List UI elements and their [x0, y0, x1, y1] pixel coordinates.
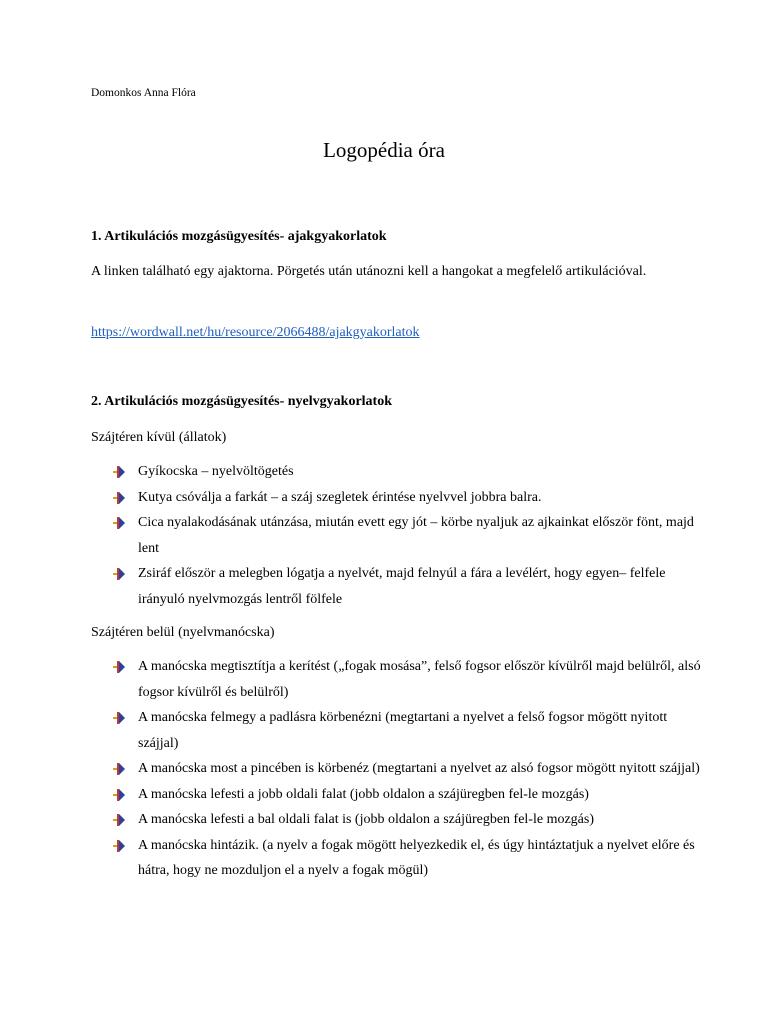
- list-item: Kutya csóválja a farkát – a száj szegletek érintése nyelvvel jobbra balra.: [113, 485, 703, 511]
- arrow-bullet-icon: [113, 466, 126, 478]
- list-item: A manócska most a pincében is körbenéz (megtartani a nyelvet az alsó fogsor mögött nyitott szájjal): [113, 756, 703, 782]
- arrow-bullet-icon: [113, 789, 126, 801]
- list-item: A manócska felmegy a padlásra körbenézni (megtartani a nyelvet a felső fogsor mögött nyitott szájjal): [113, 705, 703, 756]
- inside-list: [113, 654, 703, 884]
- arrow-bullet-icon: [113, 840, 126, 852]
- inside-label: Szájtéren belül (nyelvmanócska): [91, 625, 275, 640]
- arrow-bullet-icon: [113, 517, 126, 529]
- arrow-bullet-icon: [113, 814, 126, 826]
- arrow-bullet-icon: [113, 763, 126, 775]
- author-name: Domonkos Anna Flóra: [91, 87, 196, 99]
- arrow-bullet-icon: [113, 568, 126, 580]
- arrow-bullet-icon: [113, 661, 126, 673]
- list-item: A manócska lefesti a jobb oldali falat (jobb oldalon a szájüregben fel-le mozgás): [113, 782, 703, 808]
- outside-label: Szájtéren kívül (állatok): [91, 430, 227, 445]
- list-item: A manócska lefesti a bal oldali falat is (jobb oldalon a szájüregben fel-le mozgás): [113, 807, 703, 833]
- arrow-bullet-icon: [113, 712, 126, 724]
- list-item: A manócska megtisztítja a kerítést („fogak mosása”, felső fogsor először kívülről majd belülről, alsó fogsor kívülről és belülről): [113, 654, 703, 705]
- list-item: Gyíkocska – nyelvöltögetés: [113, 459, 703, 485]
- list-item: Zsiráf először a melegben lógatja a nyelvét, majd felnyúl a fára a levélért, hogy egyen– felfele irányuló nyelvmozgás lentről fölfele: [113, 561, 703, 612]
- list-item: Cica nyalakodásának utánzása, miután evett egy jót – körbe nyaljuk az ajkainkat először fönt, majd lent: [113, 510, 703, 561]
- section-2-heading: 2. Artikulációs mozgásügyesítés- nyelvgyakorlatok: [91, 394, 392, 409]
- arrow-bullet-icon: [113, 492, 126, 504]
- outside-list: [113, 459, 703, 612]
- section-1-text: A linken található egy ajaktorna. Pörgetés után utánozni kell a hangokat a megfelelő artikulációval.: [91, 264, 647, 279]
- page-title: Logopédia óra: [323, 138, 445, 162]
- list-item: A manócska hintázik. (a nyelv a fogak mögött helyezkedik el, és úgy hintáztatjuk a nyelvet előre és hátra, hogy ne mozduljon el a nyelv a fogak mögül): [113, 833, 703, 884]
- wordwall-link[interactable]: https://wordwall.net/hu/resource/2066488/ajakgyakorlatok: [91, 325, 420, 340]
- link-line: [91, 320, 691, 346]
- section-1-heading: 1. Artikulációs mozgásügyesítés- ajakgyakorlatok: [91, 229, 387, 244]
